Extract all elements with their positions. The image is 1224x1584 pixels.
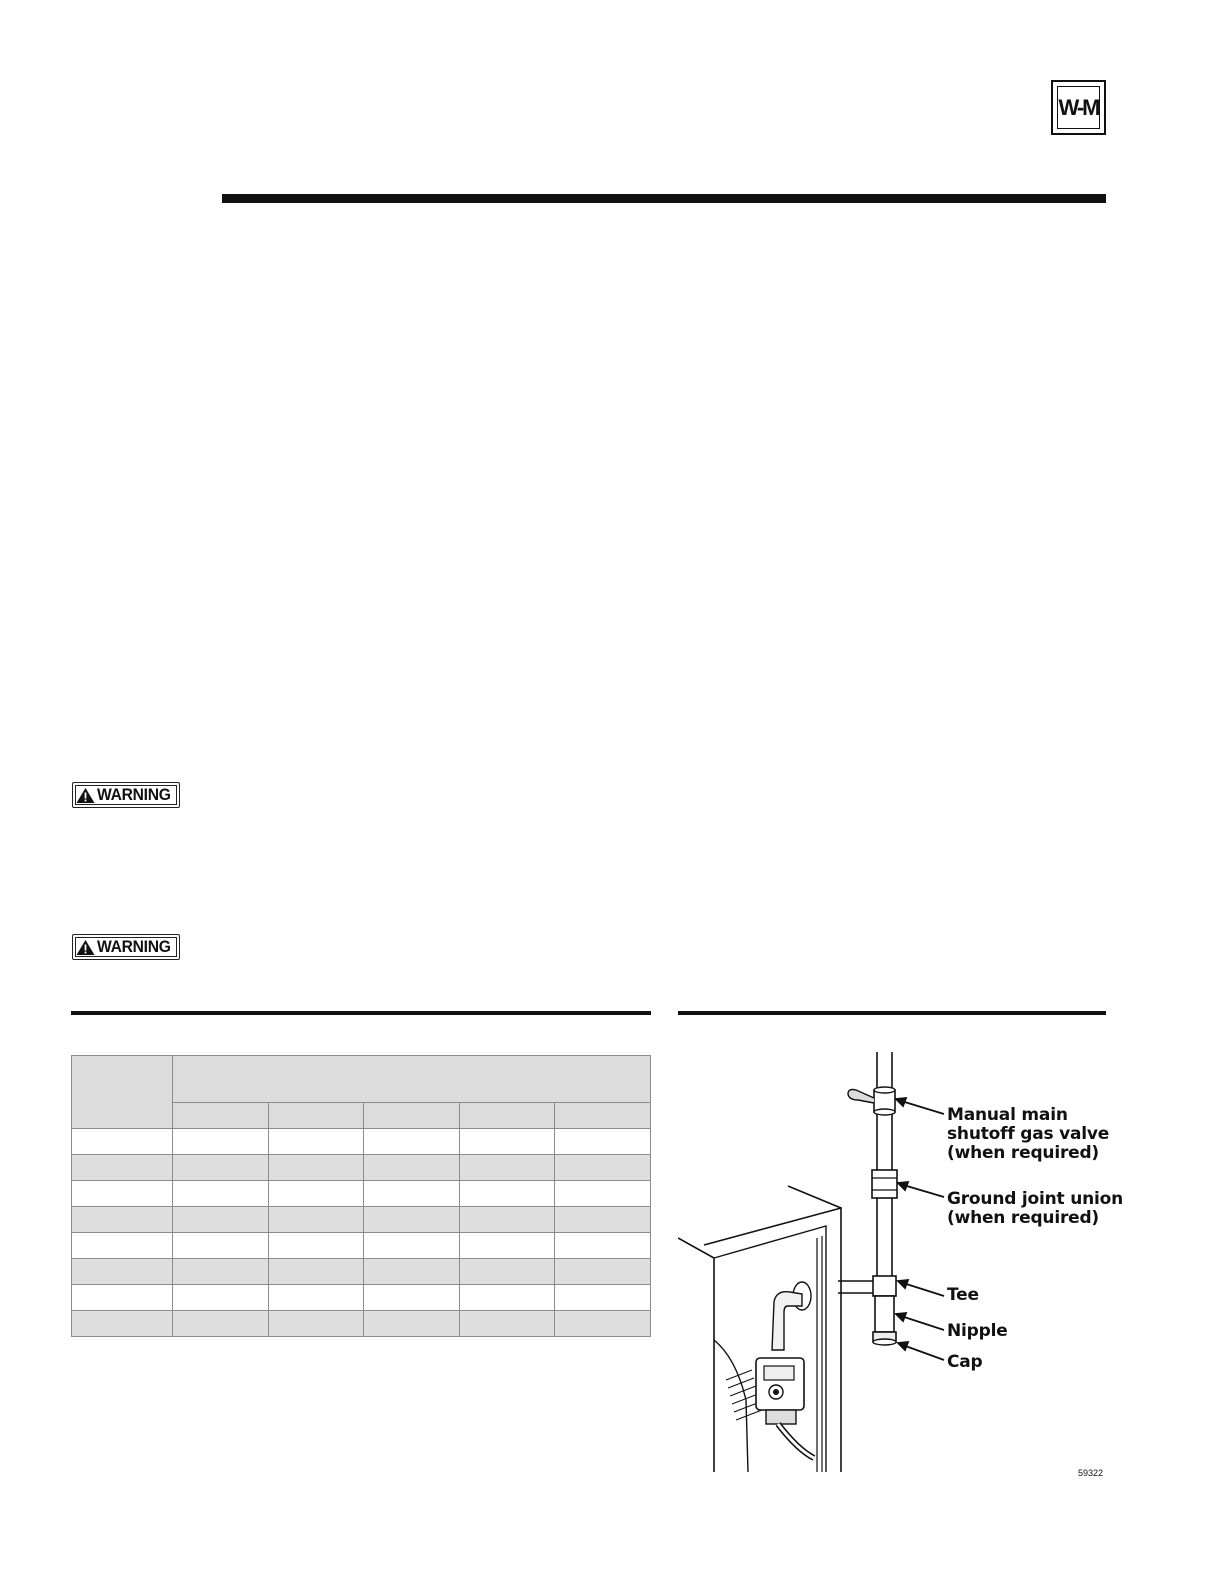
figure-section-rule xyxy=(678,1011,1106,1015)
manual-valve-callout: Manual main shutoff gas valve (when required) xyxy=(947,1105,1110,1163)
table-cell xyxy=(364,1181,460,1207)
table-row xyxy=(72,1233,651,1259)
table-cell xyxy=(364,1155,460,1181)
table-subheader-cell xyxy=(364,1102,460,1128)
table-cell xyxy=(459,1311,555,1337)
warning-label xyxy=(72,934,180,960)
table-cell xyxy=(459,1259,555,1285)
table-cell xyxy=(459,1233,555,1259)
table-cell xyxy=(555,1285,651,1311)
table-cell xyxy=(173,1259,269,1285)
table-cell xyxy=(173,1285,269,1311)
table-cell xyxy=(72,1181,173,1207)
table-cell xyxy=(459,1181,555,1207)
table-cell xyxy=(173,1233,269,1259)
company-logo xyxy=(1051,80,1106,135)
table-cell xyxy=(72,1207,173,1233)
table-cell xyxy=(173,1207,269,1233)
table-row xyxy=(72,1181,651,1207)
table-cell xyxy=(364,1129,460,1155)
table-cell xyxy=(459,1207,555,1233)
table-row xyxy=(72,1311,651,1337)
logo-text: W-M xyxy=(1058,94,1099,120)
nipple-callout: Nipple xyxy=(947,1321,1008,1341)
cap-callout: Cap xyxy=(947,1352,983,1372)
table-cell xyxy=(364,1233,460,1259)
table-cell xyxy=(72,1233,173,1259)
table-cell xyxy=(555,1207,651,1233)
table-cell xyxy=(268,1285,364,1311)
table-cell xyxy=(555,1181,651,1207)
warning-text: WARNING xyxy=(97,937,171,956)
table-row xyxy=(72,1207,651,1233)
table-cell xyxy=(268,1311,364,1337)
table-cell xyxy=(268,1181,364,1207)
table-cell xyxy=(555,1233,651,1259)
header-rule xyxy=(222,194,1106,203)
table-subheader-cell xyxy=(555,1102,651,1128)
table-cell xyxy=(268,1259,364,1285)
table-subheader-cell xyxy=(268,1102,364,1128)
table-cell xyxy=(268,1233,364,1259)
table-row xyxy=(72,1259,651,1285)
table-cell xyxy=(555,1129,651,1155)
warning-text: WARNING xyxy=(97,785,171,804)
table-cell xyxy=(173,1181,269,1207)
warning-triangle-icon xyxy=(76,939,95,956)
table-cell xyxy=(72,1129,173,1155)
table-cell xyxy=(555,1311,651,1337)
table-cell xyxy=(459,1129,555,1155)
table-cell xyxy=(72,1311,173,1337)
warning-label xyxy=(72,782,180,808)
table-cell xyxy=(459,1155,555,1181)
table-cell xyxy=(72,1285,173,1311)
table-cell xyxy=(459,1285,555,1311)
warning-triangle-icon xyxy=(76,787,95,804)
table-cell xyxy=(72,1155,173,1181)
table-cell xyxy=(555,1155,651,1181)
table-section-rule xyxy=(71,1011,651,1015)
table-cell xyxy=(364,1207,460,1233)
gas-piping-figure xyxy=(678,1040,1124,1480)
table-cell xyxy=(364,1259,460,1285)
union-callout: Ground joint union (when required) xyxy=(947,1189,1124,1228)
table-cell xyxy=(268,1129,364,1155)
table-cell xyxy=(364,1311,460,1337)
figure-number: 59322 xyxy=(1078,1468,1104,1478)
table-row xyxy=(72,1129,651,1155)
table-cell xyxy=(364,1285,460,1311)
table-row xyxy=(72,1285,651,1311)
table-subheader-cell xyxy=(173,1102,269,1128)
table-subheader-cell xyxy=(459,1102,555,1128)
table-cell xyxy=(173,1129,269,1155)
table-header-corner xyxy=(72,1056,173,1129)
table-cell xyxy=(173,1311,269,1337)
table-cell xyxy=(268,1155,364,1181)
tee-callout: Tee xyxy=(947,1285,979,1305)
table-row xyxy=(72,1155,651,1181)
table-cell xyxy=(72,1259,173,1285)
table-cell xyxy=(173,1155,269,1181)
table-header-span xyxy=(173,1056,651,1103)
table-cell xyxy=(555,1259,651,1285)
gas-pipe-table xyxy=(71,1055,651,1337)
table-cell xyxy=(268,1207,364,1233)
